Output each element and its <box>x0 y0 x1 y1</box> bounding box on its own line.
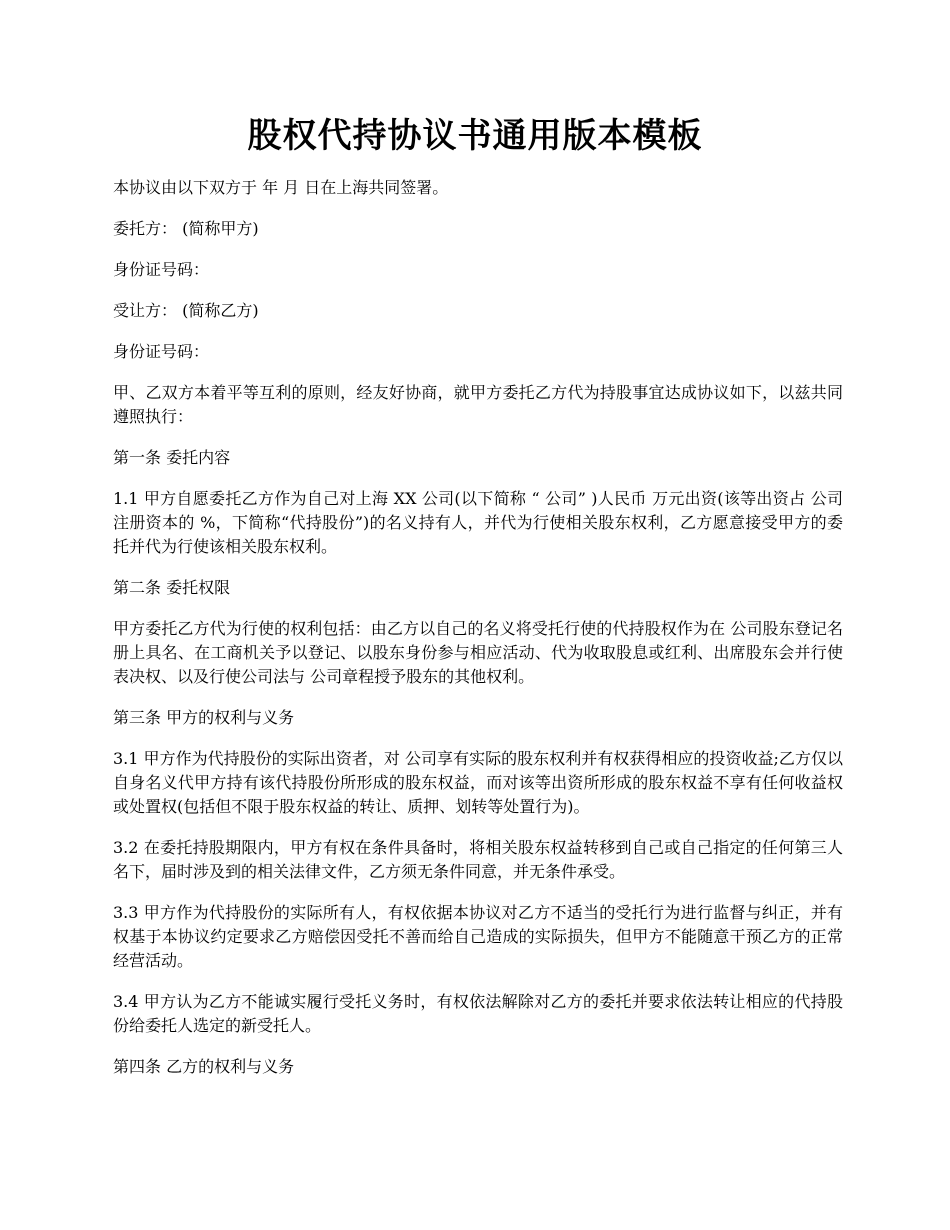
trustee-party-line: 受让方： (简称乙方) <box>113 301 259 320</box>
clause-3-4: 3.4 甲方认为乙方不能诚实履行受托义务时，有权依法解除对乙方的委托并要求依法转让相应的代持股份给委托人选定的新受托人。 <box>113 992 843 1035</box>
principal-party-line: 委托方： (简称甲方) <box>113 219 259 238</box>
document-body <box>113 176 843 1096</box>
article-2-paragraph: 甲方委托乙方代为行使的权利包括：由乙方以自己的名义将受托行使的代持股权作为在 公司股东登记名册上具名、在工商机关予以登记、以股东身份参与相应活动、代为收取股息或红利、出席股东会并行使表决权、以及行使公司法与 公司章程授予股东的其他权利。 <box>113 619 843 686</box>
document-title: 股权代持协议书通用版本模板 <box>247 116 703 156</box>
clause-3-2: 3.2 在委托持股期限内，甲方有权在条件具备时，将相关股东权益转移到自己或自己指定的任何第三人名下，届时涉及到的相关法律文件，乙方须无条件同意，并无条件承受。 <box>113 838 843 881</box>
article-1-heading: 第一条 委托内容 <box>113 448 231 467</box>
article-3-heading: 第三条 甲方的权利与义务 <box>113 708 295 727</box>
clause-3-3: 3.3 甲方作为代持股份的实际所有人，有权依据本协议对乙方不适当的受托行为进行监督与纠正，并有权基于本协议约定要求乙方赔偿因受托不善而给自己造成的实际损失，但甲方不能随意干预乙方的正常经营活动。 <box>113 903 843 970</box>
article-2-heading: 第二条 委托权限 <box>113 578 231 597</box>
trustee-id-line: 身份证号码： <box>113 342 210 361</box>
opening-paragraph: 本协议由以下双方于 年 月 日在上海共同签署。 <box>113 178 449 197</box>
clause-1-1: 1.1 甲方自愿委托乙方作为自己对上海 XX 公司(以下简称 “ 公司” )人民币 万元出资(该等出资占 公司注册资本的 %，下简称“代持股份”)的名义持有人，并代为行使相关股东权利，乙方愿意接受甲方的委托并代为行使该相关股东权利。 <box>113 489 843 556</box>
clause-3-1: 3.1 甲方作为代持股份的实际出资者，对 公司享有实际的股东权利并有权获得相应的投资收益;乙方仅以自身名义代甲方持有该代持股份所形成的股东权益，而对该等出资所形成的股东权益不享有任何收益权或处置权(包括但不限于股东权益的转让、质押、划转等处置行为)。 <box>113 749 843 816</box>
principal-id-line: 身份证号码： <box>113 260 210 279</box>
preamble-paragraph: 甲、乙双方本着平等互利的原则，经友好协商，就甲方委托乙方代为持股事宜达成协议如下，以兹共同遵照执行： <box>113 383 843 426</box>
article-4-heading: 第四条 乙方的权利与义务 <box>113 1057 295 1076</box>
